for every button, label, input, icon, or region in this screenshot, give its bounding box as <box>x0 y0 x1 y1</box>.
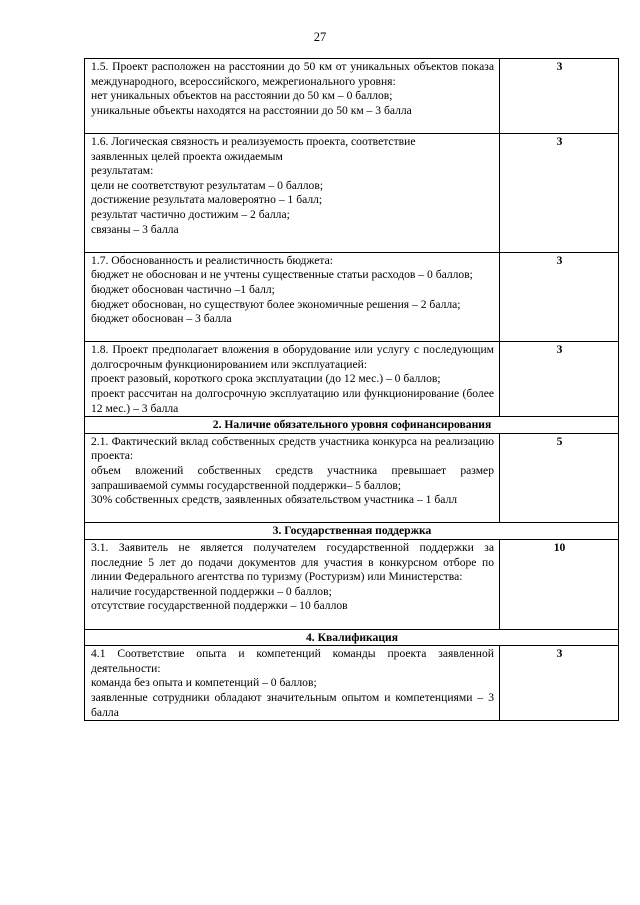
criterion-line: заявленных целей проекта ожидаемым <box>91 149 283 163</box>
criterion-line: бюджет не обоснован и не учтены существенные статьи расходов – 0 баллов; <box>91 268 473 282</box>
criterion-line: цели не соответствуют результатам – 0 баллов; <box>91 178 324 192</box>
criterion-line: нет уникальных объектов на расстоянии до 50 км – 0 баллов; <box>91 89 393 103</box>
section-row-2 <box>85 417 619 434</box>
criterion-line: команда без опыта и компетенций – 0 баллов; <box>91 676 317 690</box>
criterion-line: 1.8. Проект предполагает вложения в оборудование или услугу с последующим долгосрочным функционированием или эксплуатацией: <box>91 343 494 371</box>
criterion-text <box>85 59 500 134</box>
criterion-line: 1.7. Обоснованность и реалистичность бюджета: <box>91 253 333 267</box>
criterion-line: уникальные объекты находятся на расстоянии до 50 км – 3 балла <box>91 103 412 117</box>
criterion-row-1-6 <box>85 133 619 252</box>
criterion-score: 3 <box>500 252 619 342</box>
criterion-text <box>85 342 500 417</box>
criterion-line: бюджет обоснован частично –1 балл; <box>91 282 275 296</box>
criterion-line: наличие государственной поддержки – 0 баллов; <box>91 584 332 598</box>
criterion-line: объем вложений собственных средств участника превышает размер запрашиваемой суммы государственной поддержки– 5 баллов; <box>91 464 494 492</box>
criterion-line: результат частично достижим – 2 балла; <box>91 207 290 221</box>
criterion-row-1-7 <box>85 252 619 342</box>
criterion-line: проект разовый, короткого срока эксплуатации (до 12 мес.) – 0 баллов; <box>91 372 441 386</box>
criterion-line: 30% собственных средств, заявленных обязательством участника – 1 балл <box>91 493 458 507</box>
criterion-row-1-5 <box>85 59 619 134</box>
criterion-line: результатам: <box>91 164 154 178</box>
criterion-row-1-8 <box>85 342 619 417</box>
criterion-row-2-1 <box>85 433 619 523</box>
section-title: 3. Государственная поддержка <box>85 523 619 540</box>
criterion-text <box>85 133 500 252</box>
criterion-text <box>85 252 500 342</box>
section-row-3 <box>85 523 619 540</box>
criterion-text <box>85 540 500 630</box>
criterion-line: бюджет обоснован – 3 балла <box>91 312 232 326</box>
criterion-score: 3 <box>500 342 619 417</box>
criterion-line: 2.1. Фактический вклад собственных средств участника конкурса на реализацию проекта: <box>91 434 494 463</box>
page-number: 27 <box>313 30 327 44</box>
criterion-line: проект рассчитан на долгосрочную эксплуатацию или функционирование (более 12 мес.) – 3 балла <box>91 387 494 415</box>
criterion-line: 4.1 Соответствие опыта и компетенций команды проекта заявленной деятельности: <box>91 647 494 675</box>
criterion-score: 3 <box>500 133 619 252</box>
section-row-4 <box>85 629 619 646</box>
criterion-line: 1.5. Проект расположен на расстоянии до 50 км от уникальных объектов показа международного, всероссийского, межрегионального уровня: <box>91 60 494 88</box>
criterion-line: 1.6. Логическая связность и реализуемость проекта, соответствие <box>91 134 416 148</box>
criterion-line: 3.1. Заявитель не является получателем государственной поддержки за последние 5 лет до подачи документов для участия в конкурсном отборе по линии Федерального агентства по туризму (Ростуризм) или Министерства: <box>91 541 494 584</box>
criterion-score: 3 <box>500 59 619 134</box>
criterion-score: 10 <box>500 540 619 630</box>
criterion-row-3-1 <box>85 540 619 630</box>
criterion-line: достижение результата маловероятно – 1 балл; <box>91 193 323 207</box>
criterion-text <box>85 433 500 523</box>
criterion-line: бюджет обоснован, но существуют более экономичные решения – 2 балла; <box>91 297 461 311</box>
criteria-table <box>84 58 619 721</box>
criterion-score: 5 <box>500 433 619 523</box>
criterion-text <box>85 646 500 721</box>
section-title: 2. Наличие обязательного уровня софинансирования <box>85 417 619 434</box>
criterion-line: связаны – 3 балла <box>91 222 179 236</box>
criterion-score: 3 <box>500 646 619 721</box>
criterion-line: отсутствие государственной поддержки – 10 баллов <box>91 599 348 613</box>
section-title: 4. Квалификация <box>85 629 619 646</box>
criterion-line: заявленные сотрудники обладают значительным опытом и компетенциями – 3 балла <box>91 690 494 719</box>
criterion-row-4-1 <box>85 646 619 721</box>
